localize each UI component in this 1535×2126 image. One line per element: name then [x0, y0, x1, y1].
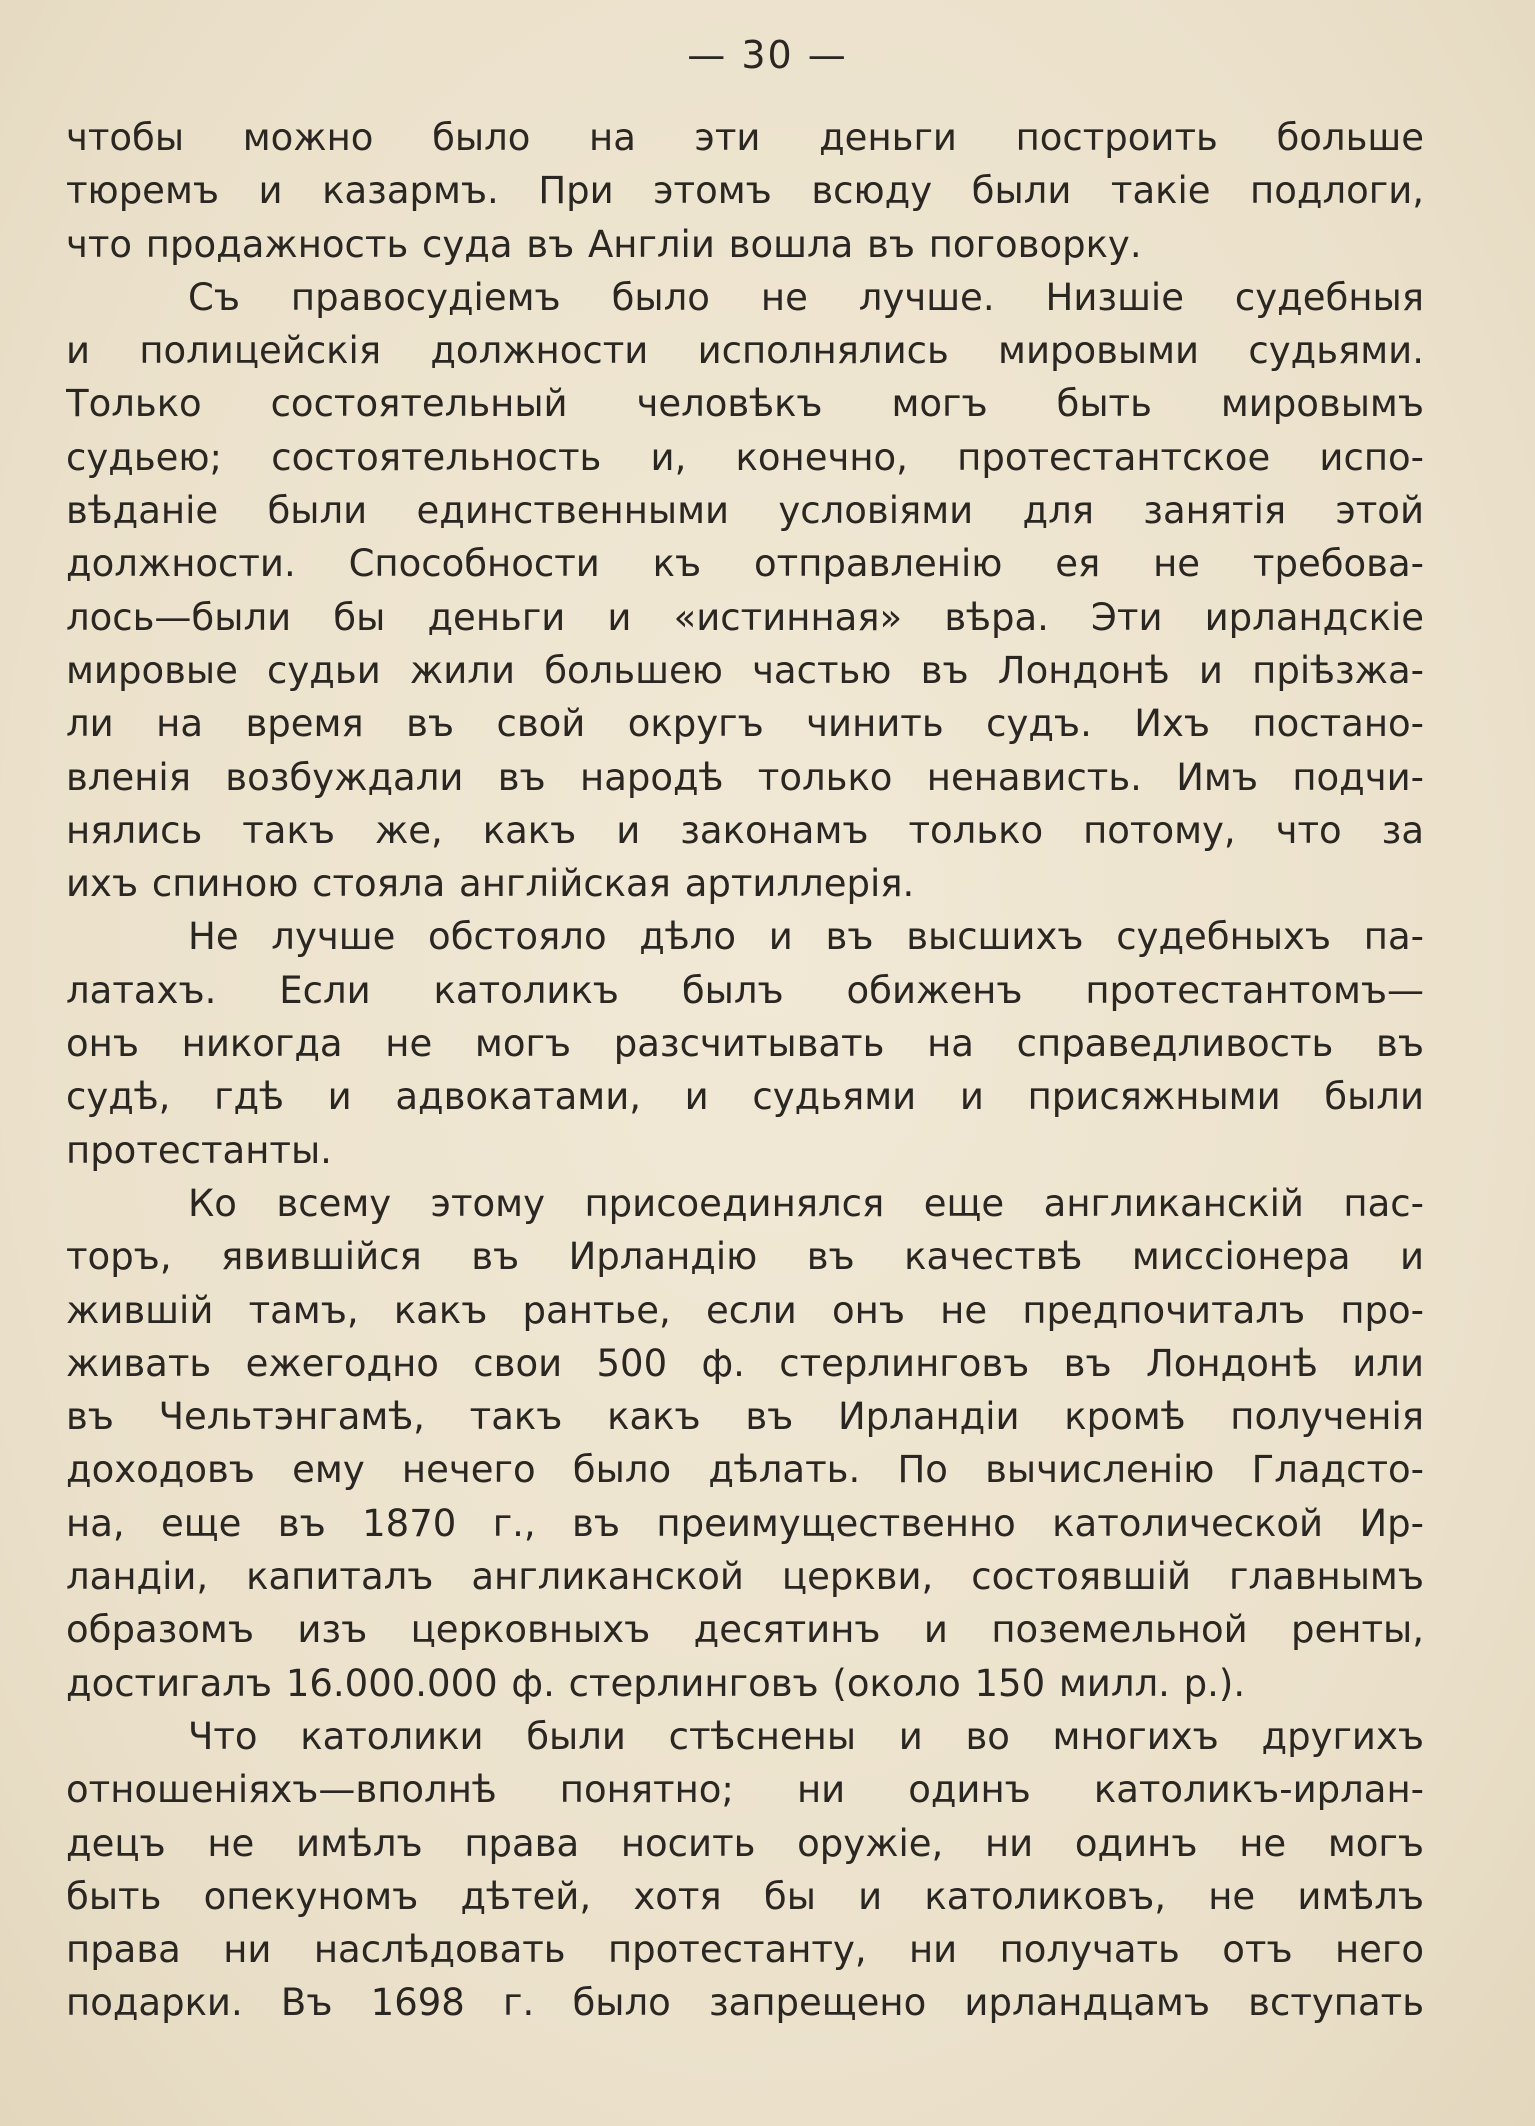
text-line: въ Чельтэнгамѣ, такъ какъ въ Ирландіи кромѣ полученія — [66, 1395, 1424, 1439]
text-line: Не лучше обстояло дѣло и въ высшихъ судебныхъ па- — [188, 915, 1424, 959]
text-line: судьею; состоятельность и, конечно, протестантское испо- — [66, 435, 1424, 479]
text-line: права ни наслѣдовать протестанту, ни получать отъ него — [66, 1928, 1424, 1972]
text-line: на, еще въ 1870 г., въ преимущественно католической Ир- — [66, 1501, 1424, 1545]
text-line: Что католики были стѣснены и во многихъ другихъ — [188, 1714, 1424, 1758]
text-line: Съ правосудіемъ было не лучше. Низшіе судебныя — [188, 275, 1424, 319]
text-line: должности. Способности къ отправленію ея не требова- — [66, 542, 1424, 586]
text-line: ландіи, капиталъ англиканской церкви, состоявшій главнымъ — [66, 1555, 1424, 1599]
body-text — [66, 111, 1424, 2030]
text-line: ихъ спиною стояла англійская артиллерія. — [66, 862, 915, 906]
text-line: торъ, явившійся въ Ирландію въ качествѣ миссіонера и — [66, 1235, 1424, 1279]
text-line: подарки. Въ 1698 г. было запрещено ирландцамъ вступать — [66, 1981, 1424, 2025]
text-line: жившій тамъ, какъ рантье, если онъ не предпочиталъ про- — [66, 1288, 1424, 1332]
text-line: протестанты. — [66, 1128, 332, 1172]
text-line: децъ не имѣлъ права носить оружіе, ни одинъ не могъ — [66, 1821, 1424, 1865]
text-line: вленія возбуждали въ народѣ только ненависть. Имъ подчи- — [66, 755, 1424, 799]
text-line: доходовъ ему нечего было дѣлать. По вычисленію Гладсто- — [66, 1448, 1424, 1492]
text-line: мировые судьи жили большею частью въ Лондонѣ и пріѣзжа- — [66, 648, 1424, 692]
text-line: ли на время въ свой округъ чинить судъ. Ихъ постано- — [66, 702, 1424, 746]
text-line: латахъ. Если католикъ былъ обиженъ протестантомъ— — [66, 968, 1424, 1012]
text-line: нялись такъ же, какъ и законамъ только потому, что за — [66, 808, 1424, 852]
text-line: живать ежегодно свои 500 ф. стерлинговъ въ Лондонѣ или — [66, 1341, 1424, 1385]
text-line: и полицейскія должности исполнялись мировыми судьями. — [66, 329, 1424, 373]
text-line: Ко всему этому присоединялся еще англиканскій пас- — [188, 1181, 1424, 1225]
text-line: быть опекуномъ дѣтей, хотя бы и католиковъ, не имѣлъ — [66, 1874, 1424, 1918]
text-line: чтобы можно было на эти деньги построить больше — [66, 116, 1424, 159]
text-line: лось—были бы деньги и «истинная» вѣра. Эти ирландскіе — [66, 595, 1424, 639]
text-line: что продажность суда въ Англіи вошла въ поговорку. — [66, 222, 1142, 266]
text-line: судѣ, гдѣ и адвокатами, и судьями и присяжными были — [66, 1075, 1424, 1119]
text-line: Только состоятельный человѣкъ могъ быть мировымъ — [66, 382, 1424, 426]
text-line: достигалъ 16.000.000 ф. стерлинговъ (около 150 милл. р.). — [66, 1661, 1246, 1705]
text-line: онъ никогда не могъ разсчитывать на справедливость въ — [66, 1022, 1424, 1066]
text-line: тюремъ и казармъ. При этомъ всюду были такіе подлоги, — [66, 169, 1424, 213]
page-number: — 30 — — [687, 33, 848, 77]
text-line: отношеніяхъ—вполнѣ понятно; ни одинъ католикъ-ирлан- — [66, 1768, 1424, 1812]
text-line: вѣданіе были единственными условіями для занятія этой — [66, 489, 1424, 533]
text-line: образомъ изъ церковныхъ десятинъ и поземельной ренты, — [66, 1608, 1424, 1652]
